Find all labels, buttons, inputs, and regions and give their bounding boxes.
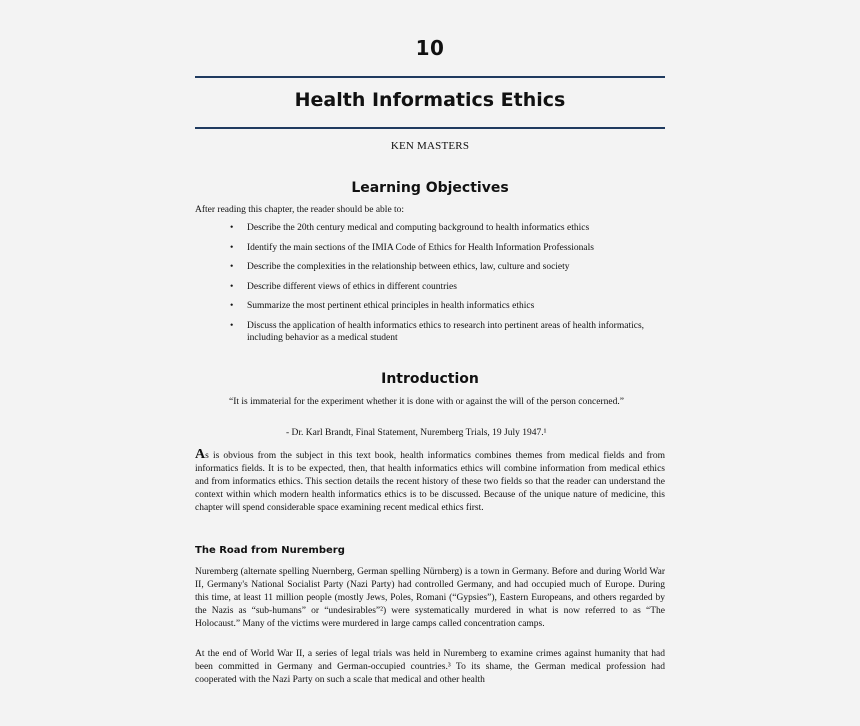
list-item: • Discuss the application of health informatics ethics to research into pertinent areas of health informatics, including behavior as a medical student xyxy=(230,320,645,343)
section-heading-road: The Road from Nuremberg xyxy=(195,545,345,556)
chapter-author: KEN MASTERS xyxy=(390,140,470,152)
learning-objectives-heading: Learning Objectives xyxy=(351,180,509,196)
objectives-intro: After reading this chapter, the reader should be able to: xyxy=(195,205,405,215)
bullet-icon: • xyxy=(230,301,234,311)
epigraph-attribution: - Dr. Karl Brandt, Final Statement, Nuremberg Trials, 19 July 1947.¹ xyxy=(286,428,547,438)
title-rule-top xyxy=(195,76,665,78)
chapter-title: Health Informatics Ethics xyxy=(294,89,566,111)
title-rule-bottom xyxy=(195,127,665,129)
introduction-paragraph: As is obvious from the subject in this text book, health informatics combines themes from medical fields and from informatics fields. It is to be expected, then, that health informatics ethics will combine information from medical ethics and from informatics ethics. This section details the recent history of these two fields so that the reader can understand the context within which modern health informatics ethics is to be discussed. Because of the unique nature of medicine, this chapter will spend considerable space examining recent medical ethics first. xyxy=(195,447,665,513)
bullet-icon: • xyxy=(230,242,234,253)
list-item: • Identify the main sections of the IMIA Code of Ethics for Health Information Professionals xyxy=(230,242,594,253)
list-item: • Describe different views of ethics in different countries xyxy=(230,281,457,292)
introduction-heading: Introduction xyxy=(381,371,479,387)
bullet-icon: • xyxy=(230,320,234,331)
list-item: • Describe the complexities in the relationship between ethics, law, culture and society xyxy=(230,262,570,272)
road-paragraph-2: At the end of World War II, a series of legal trials was held in Nuremberg to examine crimes against humanity that had been committed in Germany and German-occupied countries.³ To its shame, the German medical profession had cooperated with the Nazi Party on such a scale that medical and other health xyxy=(195,649,665,685)
objectives-list xyxy=(230,222,666,352)
chapter-number: 10 xyxy=(415,36,445,60)
drop-cap: A xyxy=(195,447,206,462)
list-item: • Summarize the most pertinent ethical principles in health informatics ethics xyxy=(230,301,535,311)
bullet-icon: • xyxy=(230,223,234,233)
bullet-icon: • xyxy=(230,281,234,292)
list-item: • Describe the 20th century medical and computing background to health informatics ethics xyxy=(230,223,590,233)
road-paragraph-1: Nuremberg (alternate spelling Nuernberg, German spelling Nürnberg) is a town in Germany. Before and during World War II, Germany's National Socialist Party (Nazi Party) had controlled Germany, and had occupied much of Europe. During this time, at least 11 million people (mostly Jews, Poles, Romani (“Gypsies”), Eastern Europeans, and others regarded by the Nazis as “sub-humans” or “undesirables”²) were systematically murdered in what is now referred to as “The Holocaust.” Many of the victims were murdered in large camps called concentration camps. xyxy=(195,567,665,629)
epigraph-quote: “It is immaterial for the experiment whether it is done with or against the will of the person concerned.” xyxy=(229,397,624,407)
bullet-icon: • xyxy=(230,262,234,272)
